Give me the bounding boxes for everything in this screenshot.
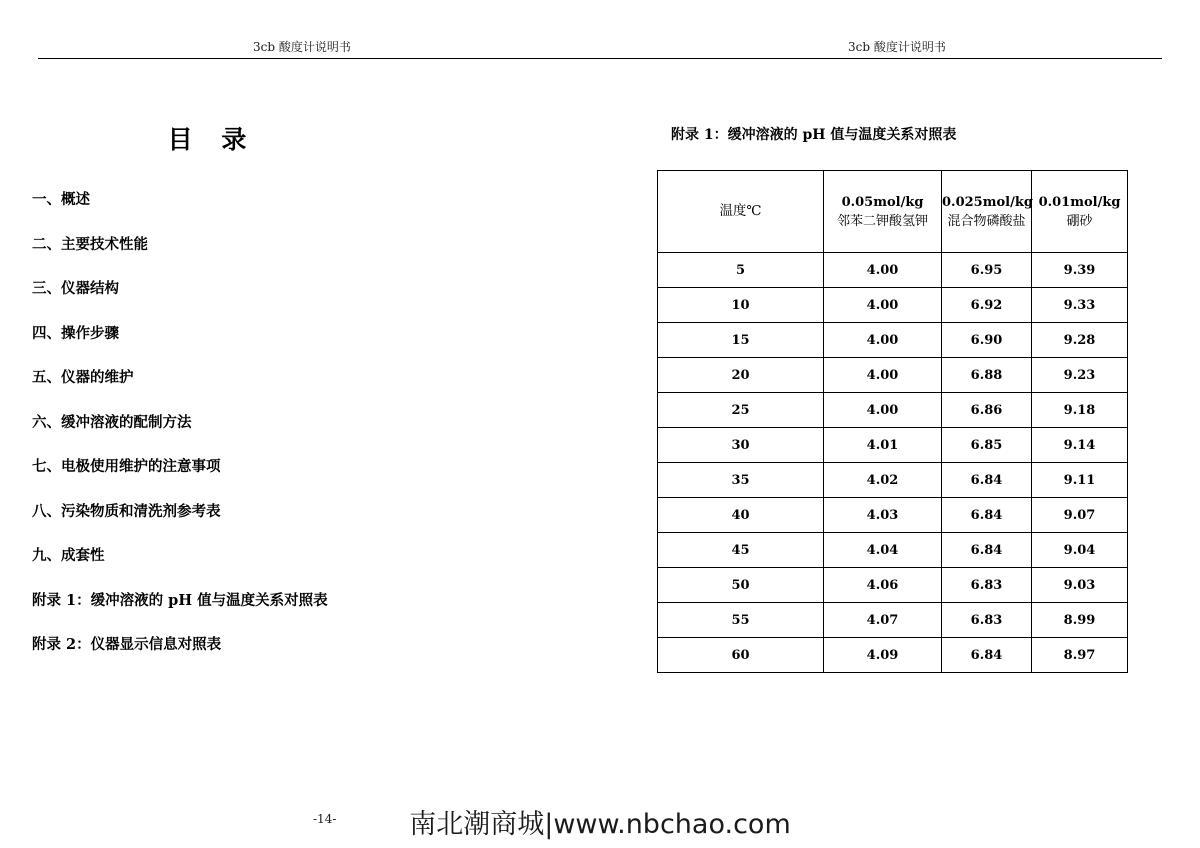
toc-entry-2[interactable]: 二、主要技术性能	[32, 235, 148, 253]
cell-borax: 8.99	[1032, 603, 1128, 638]
cell-temperature: 30	[658, 428, 824, 463]
cell-borax: 9.33	[1032, 288, 1128, 323]
cell-borax: 9.14	[1032, 428, 1128, 463]
table-row	[658, 463, 1128, 498]
toc-entry-4[interactable]: 四、操作步骤	[32, 324, 119, 342]
cell-phosphate: 6.84	[942, 498, 1032, 533]
cell-phosphate: 6.85	[942, 428, 1032, 463]
cell-phosphate: 6.83	[942, 603, 1032, 638]
column-header-phthalate	[824, 171, 942, 253]
cell-phosphate: 6.84	[942, 463, 1032, 498]
cell-temperature: 5	[658, 253, 824, 288]
cell-borax: 9.18	[1032, 393, 1128, 428]
toc-entry-1[interactable]: 一、概述	[32, 191, 90, 208]
cell-phosphate: 6.86	[942, 393, 1032, 428]
cell-borax: 9.11	[1032, 463, 1128, 498]
watermark: 南北潮商城|www.nbchao.com	[409, 809, 791, 840]
cell-temperature: 50	[658, 568, 824, 603]
column-header-borax	[1032, 171, 1128, 253]
cell-phosphate: 6.84	[942, 533, 1032, 568]
table-header	[658, 171, 1128, 253]
toc-list	[32, 190, 592, 655]
column-header-phosphate-name: 混合物磷酸盐	[947, 213, 1026, 229]
cell-phthalate: 4.00	[824, 323, 942, 358]
cell-temperature: 25	[658, 393, 824, 428]
table-header-row	[658, 171, 1128, 253]
table-body	[658, 253, 1128, 673]
cell-phthalate: 4.00	[824, 393, 942, 428]
table-row	[658, 533, 1128, 568]
column-header-phthalate-concentration: 0.05mol/kg	[841, 194, 924, 210]
toc-entry-3[interactable]: 三、仪器结构	[32, 280, 119, 297]
cell-borax: 9.28	[1032, 323, 1128, 358]
cell-borax: 8.97	[1032, 638, 1128, 673]
cell-temperature: 45	[658, 533, 824, 568]
cell-phosphate: 6.83	[942, 568, 1032, 603]
table-row	[658, 428, 1128, 463]
table-row	[658, 323, 1128, 358]
column-header-phthalate-name: 邻苯二钾酸氢钾	[836, 213, 928, 229]
cell-temperature: 10	[658, 288, 824, 323]
toc-entry-6[interactable]: 六、缓冲溶液的配制方法	[32, 413, 192, 431]
column-header-borax-concentration: 0.01mol/kg	[1038, 194, 1121, 210]
table-row	[658, 288, 1128, 323]
cell-phosphate: 6.95	[942, 253, 1032, 288]
column-header-borax-name: 硼砂	[1066, 213, 1093, 229]
table-row	[658, 638, 1128, 673]
page-title: 目 录	[167, 125, 257, 154]
appendix-title: 附录 1：缓冲溶液的 pH 值与温度关系对照表	[671, 127, 957, 143]
table-row	[658, 568, 1128, 603]
toc-entry-appendix-1[interactable]: 附录 1：缓冲溶液的 pH 值与温度关系对照表	[32, 591, 328, 609]
cell-borax: 9.03	[1032, 568, 1128, 603]
cell-borax: 9.23	[1032, 358, 1128, 393]
cell-temperature: 20	[658, 358, 824, 393]
table-row	[658, 253, 1128, 288]
cell-borax: 9.04	[1032, 533, 1128, 568]
cell-phthalate: 4.03	[824, 498, 942, 533]
cell-phosphate: 6.88	[942, 358, 1032, 393]
cell-borax: 9.39	[1032, 253, 1128, 288]
cell-phthalate: 4.07	[824, 603, 942, 638]
table-row	[658, 358, 1128, 393]
table-row	[658, 393, 1128, 428]
cell-temperature: 60	[658, 638, 824, 673]
cell-phthalate: 4.00	[824, 253, 942, 288]
cell-temperature: 35	[658, 463, 824, 498]
cell-phthalate: 4.09	[824, 638, 942, 673]
cell-phosphate: 6.84	[942, 638, 1032, 673]
column-header-phosphate	[942, 171, 1032, 253]
running-header	[38, 38, 1162, 60]
column-header-phosphate-concentration: 0.025mol/kg	[942, 194, 1033, 210]
cell-phthalate: 4.04	[824, 533, 942, 568]
running-header-left: 3cb 酸度计说明书	[253, 40, 351, 54]
cell-phosphate: 6.92	[942, 288, 1032, 323]
cell-temperature: 40	[658, 498, 824, 533]
running-header-right: 3cb 酸度计说明书	[848, 40, 946, 54]
cell-phthalate: 4.00	[824, 358, 942, 393]
appendix-section	[657, 124, 1128, 673]
toc-entry-appendix-2[interactable]: 附录 2：仪器显示信息对照表	[32, 636, 222, 653]
column-header-temperature	[658, 171, 824, 253]
cell-phthalate: 4.02	[824, 463, 942, 498]
toc-entry-9[interactable]: 九、成套性	[32, 547, 105, 564]
header-divider	[38, 58, 1162, 59]
table-row	[658, 498, 1128, 533]
toc-entry-7[interactable]: 七、电极使用维护的注意事项	[32, 458, 221, 475]
column-header-temperature-label: 温度℃	[719, 203, 762, 219]
table-row	[658, 603, 1128, 638]
cell-phosphate: 6.90	[942, 323, 1032, 358]
page-number: -14-	[313, 812, 337, 826]
cell-temperature: 15	[658, 323, 824, 358]
cell-borax: 9.07	[1032, 498, 1128, 533]
cell-phthalate: 4.01	[824, 428, 942, 463]
toc-entry-5[interactable]: 五、仪器的维护	[32, 369, 134, 386]
cell-temperature: 55	[658, 603, 824, 638]
table-of-contents	[32, 120, 592, 680]
ph-temperature-table	[657, 170, 1128, 673]
cell-phthalate: 4.06	[824, 568, 942, 603]
toc-entry-8[interactable]: 八、污染物质和清洗剂参考表	[32, 502, 221, 520]
cell-phthalate: 4.00	[824, 288, 942, 323]
